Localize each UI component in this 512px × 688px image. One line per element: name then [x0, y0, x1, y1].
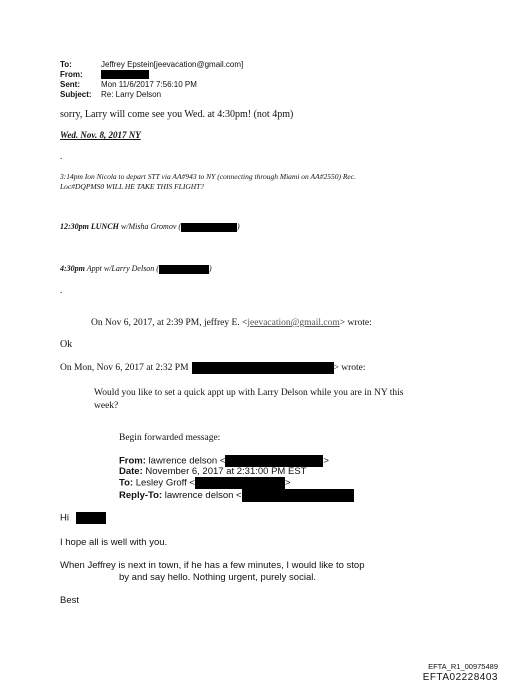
redaction-bar	[192, 362, 334, 374]
visit-line-2: by and say hello. Nothing urgent, purely social.	[119, 572, 316, 583]
fwd-date-value: November 6, 2017 at 2:31:00 PM EST	[142, 466, 307, 477]
sign-off: Best	[60, 595, 80, 606]
flight-line-1: 3:14pm Ion Nicola to depart STT via AA#943 to NY (connecting through Miami on AA#2550) Rec.	[60, 172, 356, 181]
question-line-2: week?	[94, 401, 119, 411]
email-link[interactable]: jeevacation@gmail.com	[247, 318, 340, 328]
redaction-bar	[101, 70, 149, 79]
to-label: To:	[60, 60, 72, 69]
date-heading: Wed. Nov. 8, 2017 NY	[60, 130, 141, 140]
quote-1-prefix: On Nov 6, 2017, at 2:39 PM, jeffrey E. <	[91, 318, 248, 328]
fwd-to-label: To:	[119, 477, 134, 489]
lunch-time: 12:30pm LUNCH	[60, 222, 119, 231]
fwd-from-line: From: lawrence delson < >	[119, 455, 329, 467]
redaction-bar	[159, 265, 209, 274]
document-id-small: EFTA_R1_00975489	[428, 662, 498, 671]
redaction-bar	[181, 223, 237, 232]
fwd-to-value: Lesley Groff <	[133, 477, 195, 489]
fwd-replyto-value: lawrence delson <	[162, 490, 242, 502]
reply-line: sorry, Larry will come see you Wed. at 4:30pm! (not 4pm)	[60, 109, 294, 120]
fwd-date-label: Date:	[119, 466, 143, 477]
fwd-from-label: From:	[119, 455, 146, 467]
appt-close: )	[208, 264, 212, 273]
redaction-bar	[195, 477, 285, 489]
ok-reply: Ok	[60, 339, 73, 350]
fwd-replyto-label: Reply-To:	[119, 490, 163, 502]
subject-value: Re: Larry Delson	[101, 90, 162, 99]
fwd-date-line	[119, 466, 306, 477]
lunch-text: w/Misha Gromov (	[118, 222, 182, 231]
bullet-dot: .	[60, 285, 63, 295]
greeting-line	[60, 512, 106, 524]
quote-1-suffix: > wrote:	[339, 318, 372, 328]
lunch-line	[60, 222, 240, 232]
fwd-to-line: To: Lesley Groff < >	[119, 477, 291, 489]
appt-line	[60, 264, 212, 274]
flight-line-2: Loc#DQPMS0 WILL HE TAKE THIS FLIGHT?	[60, 182, 205, 191]
appt-text: Appt w/Larry Delson (	[84, 264, 159, 273]
sent-value: Mon 11/6/2017 7:56:10 PM	[101, 80, 197, 89]
subject-label: Subject:	[60, 90, 92, 99]
greeting: Hi	[60, 512, 69, 524]
from-label: From:	[60, 70, 83, 79]
quote-header-2	[60, 362, 366, 374]
lunch-close: )	[237, 222, 240, 231]
appt-time: 4:30pm	[60, 264, 85, 273]
bullet-dot: .	[60, 151, 63, 161]
document-id-large: EFTA02228403	[422, 672, 498, 683]
quote-2-suffix: > wrote:	[333, 363, 366, 374]
fwd-replyto-line	[119, 489, 354, 502]
hope-line: I hope all is well with you.	[60, 537, 168, 548]
fwd-from-value: lawrence delson <	[145, 455, 226, 467]
visit-line-1: When Jeffrey is next in town, if he has a few minutes, I would like to stop	[60, 560, 365, 571]
quote-2-prefix: On Mon, Nov 6, 2017 at 2:32 PM	[60, 363, 189, 374]
to-value: Jeffrey Epstein[jeevacation@gmail.com]	[101, 60, 244, 69]
question-line-1: Would you like to set a quick appt up with Larry Delson while you are in NY this	[94, 388, 404, 398]
forwarded-heading: Begin forwarded message:	[119, 433, 221, 443]
redaction-bar	[242, 489, 354, 502]
sent-label: Sent:	[60, 80, 80, 89]
quote-header-1	[91, 318, 372, 328]
redaction-bar	[76, 512, 106, 524]
